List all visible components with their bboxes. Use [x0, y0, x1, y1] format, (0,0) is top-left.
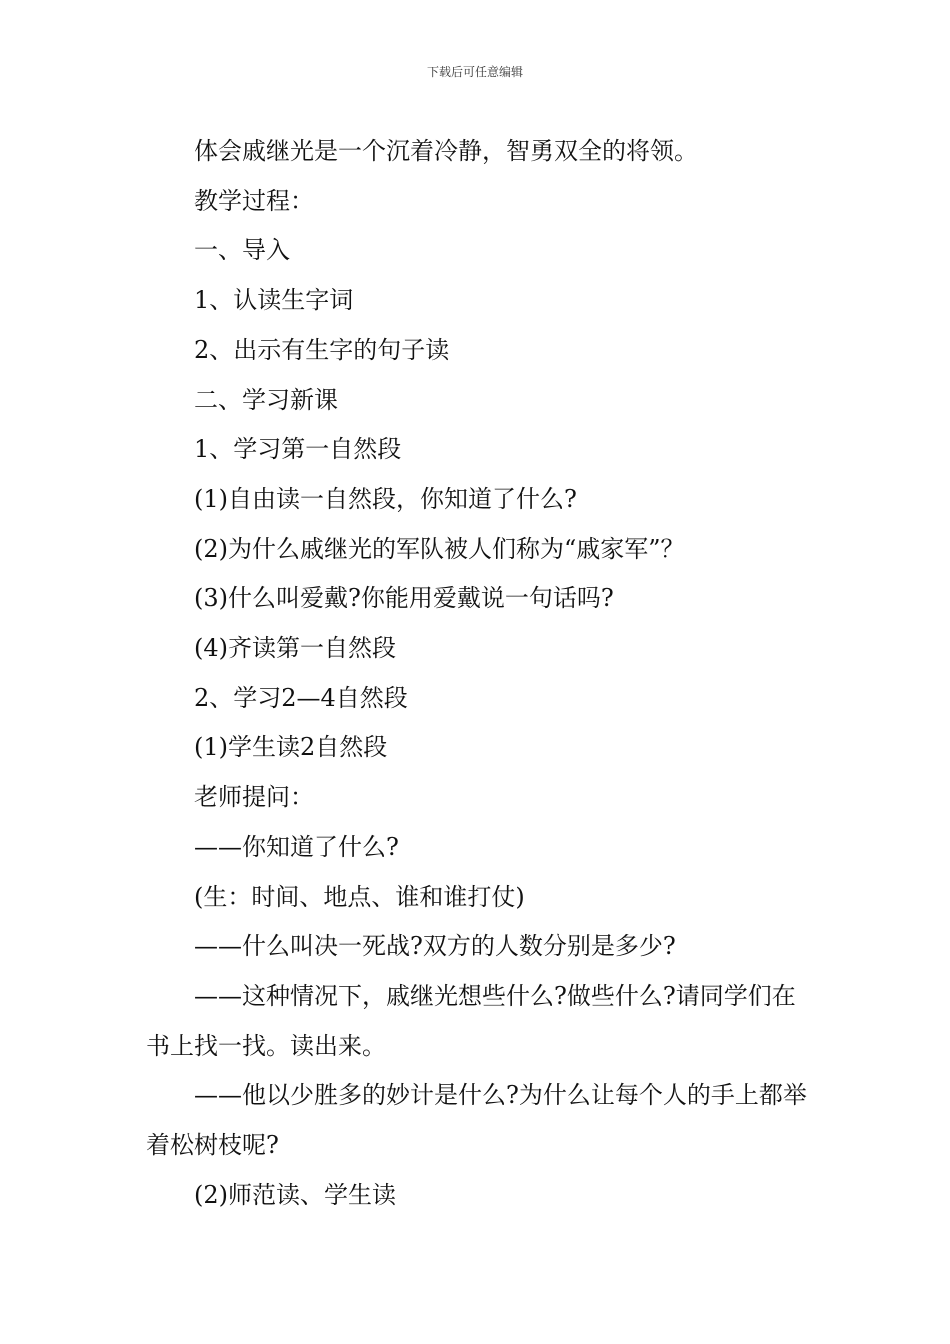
paragraph: 1、学习第一自然段: [194, 435, 402, 464]
paragraph: 二、学习新课: [194, 385, 338, 414]
paragraph: (3)什么叫爱戴?你能用爱戴说一句话吗?: [194, 584, 614, 613]
paragraph: ——你知道了什么?: [194, 832, 399, 861]
paragraph: 一、导入: [194, 236, 290, 265]
page-header: 下载后可任意编辑: [426, 65, 523, 79]
paragraph: (2)师范读、学生读: [194, 1180, 396, 1209]
paragraph: 老师提问：: [194, 783, 314, 812]
paragraph: ——什么叫决一死战?双方的人数分别是多少?: [194, 932, 676, 961]
paragraph: (生：时间、地点、谁和谁打仗): [194, 882, 525, 911]
paragraph: 2、出示有生字的句子读: [194, 335, 450, 364]
paragraph: 教学过程：: [194, 186, 314, 215]
document-body: [146, 127, 810, 1220]
paragraph: (1)学生读2自然段: [194, 733, 388, 762]
paragraph: 2、学习2—4自然段: [194, 683, 408, 712]
paragraph: 1、认读生字词: [194, 286, 354, 315]
paragraph: 体会戚继光是一个沉着冷静，智勇双全的将领。: [194, 137, 698, 165]
paragraph: (1)自由读一自然段，你知道了什么?: [194, 484, 577, 513]
paragraph: (4)齐读第一自然段: [194, 634, 396, 663]
paragraph: (2)为什么戚继光的军队被人们称为“戚家军”？: [194, 534, 685, 563]
paragraph: ——这种情况下，戚继光想些什么?做些什么?请同学们在书上找一找。读出来。: [146, 981, 796, 1060]
paragraph: ——他以少胜多的妙计是什么?为什么让每个人的手上都举着松树枝呢?: [146, 1081, 807, 1160]
